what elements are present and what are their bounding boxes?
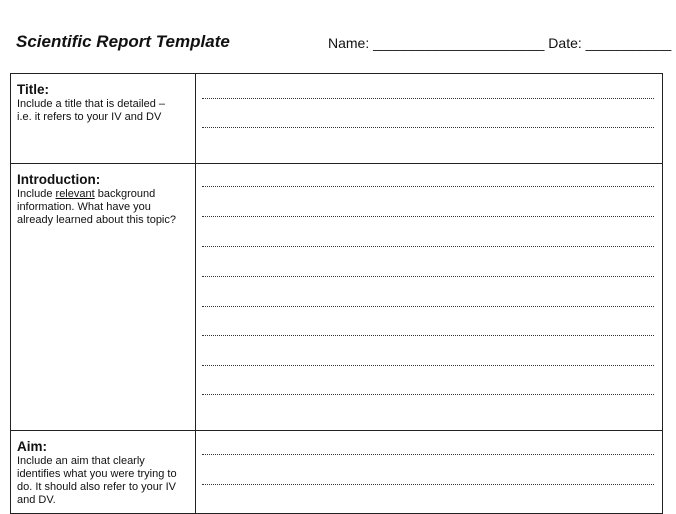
aim-label-cell	[11, 431, 196, 514]
desc-line: identifies what you were trying to	[17, 468, 177, 480]
document-title: Scientific Report Template	[16, 32, 230, 51]
desc-line: Include an aim that clearly	[17, 455, 145, 467]
writing-line[interactable]	[202, 306, 654, 307]
section-description	[17, 188, 195, 227]
writing-line[interactable]	[202, 484, 654, 485]
desc-line: already learned about this topic?	[17, 214, 176, 226]
section-description	[17, 455, 195, 507]
aim-writing-area[interactable]	[196, 431, 663, 514]
section-heading: Introduction:	[17, 172, 101, 187]
table-row-aim	[11, 431, 663, 514]
desc-line: i.e. it refers to your IV and DV	[17, 111, 162, 123]
desc-underlined-text: relevant	[55, 188, 95, 200]
desc-line: information. What have you	[17, 201, 151, 213]
writing-line[interactable]	[202, 365, 654, 366]
writing-line[interactable]	[202, 246, 654, 247]
table-row-introduction	[11, 164, 663, 431]
writing-line[interactable]	[202, 394, 654, 395]
introduction-writing-area[interactable]	[196, 164, 663, 431]
introduction-label-cell	[11, 164, 196, 431]
writing-line[interactable]	[202, 335, 654, 336]
table-row-title	[11, 74, 663, 164]
page-header	[0, 0, 676, 70]
name-date-fields[interactable]: Name: ______________________ Date: ___________	[328, 35, 672, 51]
writing-line[interactable]	[202, 127, 654, 128]
writing-line[interactable]	[202, 276, 654, 277]
writing-line[interactable]	[202, 454, 654, 455]
desc-line: and DV.	[17, 494, 56, 506]
report-table	[10, 73, 663, 514]
desc-line: do. It should also refer to your IV	[17, 481, 176, 493]
writing-line[interactable]	[202, 98, 654, 99]
title-label-cell	[11, 74, 196, 164]
desc-line	[17, 188, 195, 201]
desc-text: background	[94, 188, 156, 200]
writing-line[interactable]	[202, 186, 654, 187]
section-description	[17, 98, 195, 124]
section-heading: Aim:	[17, 439, 47, 454]
desc-line: Include a title that is detailed –	[17, 98, 165, 110]
title-writing-area[interactable]	[196, 74, 663, 164]
section-heading: Title:	[17, 82, 50, 97]
desc-text: Include	[17, 188, 56, 200]
writing-line[interactable]	[202, 216, 654, 217]
